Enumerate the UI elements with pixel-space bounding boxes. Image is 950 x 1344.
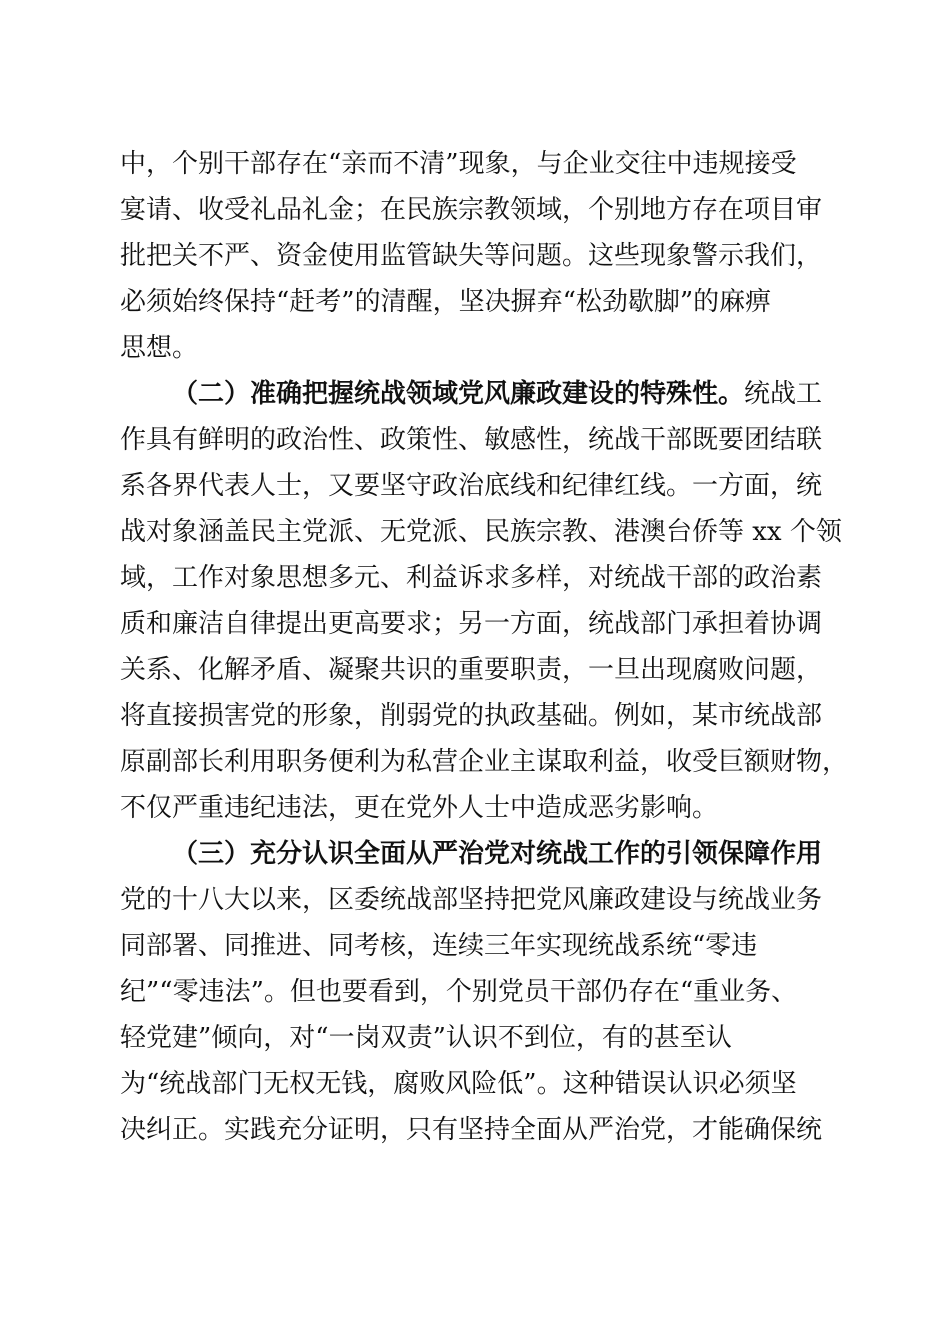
section-2-first-line-rest: 统战工 (744, 379, 823, 409)
paragraph-line: 纪”“零违法”。但也要看到，个别党员干部仍存在“重业务、 (120, 977, 798, 1007)
paragraph-line: 域，工作对象思想多元、利益诉求多样，对统战干部的政治素 (120, 563, 823, 593)
paragraph-line: 将直接损害党的形象，削弱党的执政基础。例如，某市统战部 (120, 701, 823, 731)
section-3-heading: （三）充分认识全面从严治党对统战工作的引领保障作用 (172, 839, 823, 869)
paragraph-line: 系各界代表人士，又要坚守政治底线和纪律红线。一方面，统 (120, 471, 823, 501)
paragraph-line: 党的十八大以来，区委统战部坚持把党风廉政建设与统战业务 (120, 885, 823, 915)
paragraph-line: 必须始终保持“赶考”的清醒，坚决摒弃“松劲歇脚”的麻痹 (120, 287, 772, 317)
paragraph-line: 中，个别干部存在“亲而不清”现象，与企业交往中违规接受 (120, 149, 797, 179)
section-2-first-line (172, 371, 822, 417)
paragraph-line: 战对象涵盖民主党派、无党派、民族宗教、港澳台侨等 xx 个领 (120, 517, 842, 547)
section-2-heading: （二）准确把握统战领域党风廉政建设的特殊性。 (172, 379, 745, 409)
paragraph-line: 思想。 (120, 333, 199, 363)
paragraph-line: 同部署、同推进、同考核，连续三年实现统战系统“零违 (120, 931, 758, 961)
paragraph-line: 宴请、收受礼品礼金；在民族宗教领域，个别地方存在项目审 (120, 195, 823, 225)
paragraph-line: 轻党建”倾向，对“一岗双责”认识不到位，有的甚至认 (120, 1023, 732, 1053)
paragraph-line: 作具有鲜明的政治性、政策性、敏感性，统战干部既要团结联 (120, 425, 823, 455)
paragraph-line: 原副部长利用职务便利为私营企业主谋取利益，收受巨额财物， (120, 747, 849, 777)
paragraph-line: 不仅严重违纪违法，更在党外人士中造成恶劣影响。 (120, 793, 719, 823)
paragraph-line: 批把关不严、资金使用监管缺失等问题。这些现象警示我们， (120, 241, 823, 271)
paragraph-line: 决纠正。实践充分证明，只有坚持全面从严治党，才能确保统 (120, 1115, 823, 1145)
paragraph-line: 为“统战部门无权无钱，腐败风险低”。这种错误认识必须坚 (120, 1069, 797, 1099)
paragraph-line: 质和廉洁自律提出更高要求；另一方面，统战部门承担着协调 (120, 609, 823, 639)
paragraph-line: 关系、化解矛盾、凝聚共识的重要职责，一旦出现腐败问题， (120, 655, 823, 685)
